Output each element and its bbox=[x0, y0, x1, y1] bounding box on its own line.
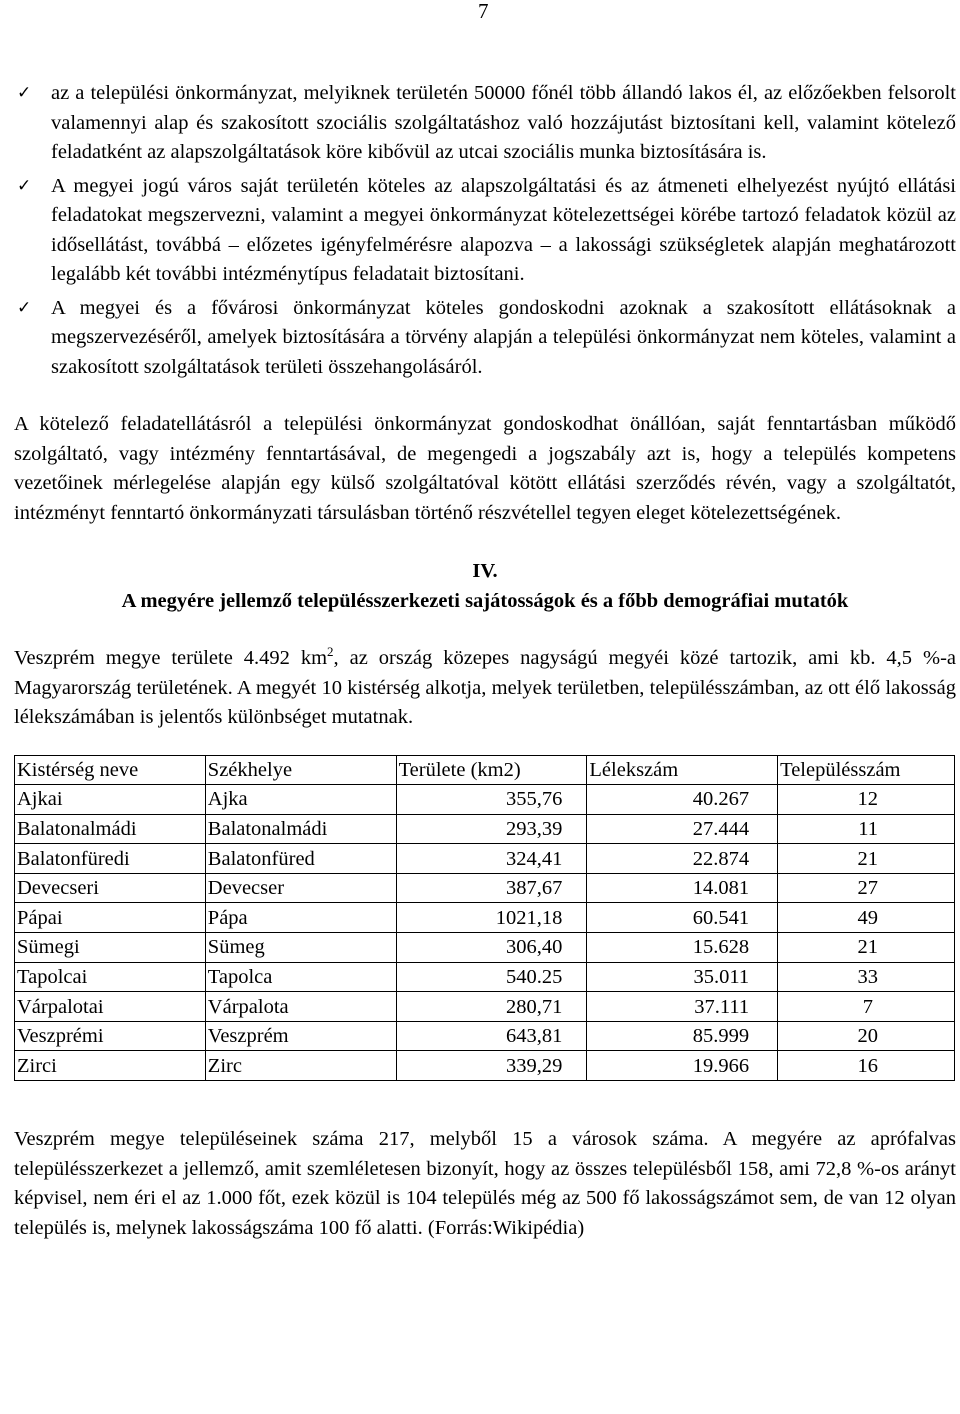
checkmark-icon: ✓ bbox=[17, 175, 32, 196]
table-cell: Sümeg bbox=[205, 933, 396, 963]
table-row bbox=[15, 844, 955, 874]
table-cell: Balatonalmádi bbox=[15, 814, 206, 844]
table-cell: 27 bbox=[778, 873, 955, 903]
table-cell: 35.011 bbox=[587, 962, 778, 992]
table-cell: Tapolca bbox=[205, 962, 396, 992]
checkmark-icon: ✓ bbox=[17, 83, 32, 103]
table-cell: Devecseri bbox=[15, 873, 206, 903]
table-cell: 15.628 bbox=[587, 933, 778, 963]
table-header: Kistérség neve bbox=[15, 755, 206, 785]
bullet-text: az a települési önkormányzat, melyiknek területén 50000 főnél több állandó lakos él, az előzőekben felsorolt valamennyi alap és szakosított szociális szolgáltatáshoz való hozzájutást biztosítani kell, valamint kötelező feladatként az alapszolgáltatások köre kibővül az utcai szociális munka biztosítására is. bbox=[51, 82, 956, 163]
table-row bbox=[15, 1021, 955, 1051]
table-row bbox=[15, 992, 955, 1022]
table-cell: 12 bbox=[778, 785, 955, 815]
data-table bbox=[14, 755, 955, 1082]
section-number: IV. bbox=[472, 560, 498, 582]
bullet-item bbox=[14, 172, 956, 290]
table-cell: Veszprém bbox=[205, 1021, 396, 1051]
table-cell: 339,29 bbox=[396, 1051, 587, 1081]
table-cell: 11 bbox=[778, 814, 955, 844]
bullet-item bbox=[14, 79, 956, 168]
table-cell: 40.267 bbox=[587, 785, 778, 815]
table-header: Településszám bbox=[778, 755, 955, 785]
table-cell: 49 bbox=[778, 903, 955, 933]
table-cell: 7 bbox=[778, 992, 955, 1022]
checkmark-icon: ✓ bbox=[17, 297, 32, 318]
table-cell: Zirc bbox=[205, 1051, 396, 1081]
table-row bbox=[15, 933, 955, 963]
table-cell: 355,76 bbox=[396, 785, 587, 815]
table-cell: 20 bbox=[778, 1021, 955, 1051]
table-cell: Pápa bbox=[205, 903, 396, 933]
table-cell: 60.541 bbox=[587, 903, 778, 933]
table-cell: 540.25 bbox=[396, 962, 587, 992]
superscript: 2 bbox=[327, 644, 334, 660]
bullet-text: A megyei jogú város saját területén köteles az alapszolgáltatási és az átmeneti elhelyezést nyújtó ellátási feladatokat megszervezni, valamint a megyei önkormányzat kötelezettségei körébe tartozó feladatok közül az idősellátást, továbbá – előzetes igényfelmérésre alapozva – a lakossági szükségletek alapján meghatározott legalább két további intézménytípus feladatait biztosítani. bbox=[51, 174, 956, 285]
table-cell: Veszprémi bbox=[15, 1021, 206, 1051]
table-cell: Ajka bbox=[205, 785, 396, 815]
table-cell: 387,67 bbox=[396, 873, 587, 903]
table-cell: Balatonfüredi bbox=[15, 844, 206, 874]
table-row bbox=[15, 1051, 955, 1081]
table-cell: 16 bbox=[778, 1051, 955, 1081]
table-cell: Sümegi bbox=[15, 933, 206, 963]
table-cell: Devecser bbox=[205, 873, 396, 903]
table-row bbox=[15, 814, 955, 844]
table-header: Területe (km2) bbox=[396, 755, 587, 785]
table-header: Lélekszám bbox=[587, 755, 778, 785]
table-cell: 22.874 bbox=[587, 844, 778, 874]
table-cell: 1021,18 bbox=[396, 903, 587, 933]
table-cell: 21 bbox=[778, 844, 955, 874]
table-cell: Várpalotai bbox=[15, 992, 206, 1022]
table-cell: 21 bbox=[778, 933, 955, 963]
paragraph bbox=[14, 644, 956, 733]
table-cell: 280,71 bbox=[396, 992, 587, 1022]
table-row bbox=[15, 903, 955, 933]
table-cell: Tapolcai bbox=[15, 962, 206, 992]
table-row bbox=[15, 962, 955, 992]
paragraph-text: Veszprém megye területe 4.492 km bbox=[14, 647, 328, 669]
paragraph: A kötelező feladatellátásról a települési önkormányzat gondoskodhat önállóan, saját fenntartásban működő szolgáltató, vagy intézmény fenntartásával, de megengedi a jogszabály azt is, hogy a település kompetens vezetőinek mérlegelése alapján egy külső szolgáltatóval kötött ellátási szerződés révén, vagy a szolgáltatót, intézményt fenntartó önkormányzati társulásban történő részvétellel tegyen eleget kötelezettségének. bbox=[14, 413, 956, 524]
table-cell: 324,41 bbox=[396, 844, 587, 874]
section-title: A megyére jellemző településszerkezeti sajátosságok és a főbb demográfiai mutatók bbox=[121, 589, 849, 612]
table-cell: Várpalota bbox=[205, 992, 396, 1022]
bullet-text: A megyei és a fővárosi önkormányzat köteles gondoskodni azoknak a szakosított ellátásoknak a megszervezéséről, amelyek biztosítására a törvény alapján a települési önkormányzat nem köteles, valamint a szakosított szolgáltatások területi összehangolásáról. bbox=[51, 296, 956, 378]
table-row bbox=[15, 873, 955, 903]
table-cell: Balatonalmádi bbox=[205, 814, 396, 844]
table-cell: Balatonfüred bbox=[205, 844, 396, 874]
paragraph: Veszprém megye településeinek száma 217, melyből 15 a városok száma. A megyére az aprófalvas településszerkezet a jellemző, amit szemléletesen bizonyít, hogy az összes településből 158, ami 72,8 %-os arányt képvisel, nem éri el az 1.000 főt, ezek közül is 104 település még az 500 fő lakosságszámot sem, de van 12 olyan település is, melynek lakosságszáma 100 fő alatti. (Forrás:Wikipédia) bbox=[14, 1128, 956, 1239]
table-cell: 33 bbox=[778, 962, 955, 992]
table-cell: 306,40 bbox=[396, 933, 587, 963]
table-row bbox=[15, 785, 955, 815]
page-number: 7 bbox=[478, 0, 489, 23]
paragraph-text: , az ország közepes nagyságú megyéi közé tartozik, ami kb. 4,5 %-a Magyarország területének. A megyét 10 kistérség alkotja, melyek területben, településszámban, az ott élő lakosság lélekszámában is jelentős különbséget mutatnak. bbox=[14, 647, 956, 728]
table-cell: 85.999 bbox=[587, 1021, 778, 1051]
document-body bbox=[14, 79, 956, 1243]
bullet-item bbox=[14, 294, 956, 383]
table-cell: Zirci bbox=[15, 1051, 206, 1081]
table-cell: 643,81 bbox=[396, 1021, 587, 1051]
table-cell: 37.111 bbox=[587, 992, 778, 1022]
table-cell: 14.081 bbox=[587, 873, 778, 903]
table-header: Székhelye bbox=[205, 755, 396, 785]
table-cell: Pápai bbox=[15, 903, 206, 933]
table-cell: 19.966 bbox=[587, 1051, 778, 1081]
table-cell: Ajkai bbox=[15, 785, 206, 815]
table-cell: 293,39 bbox=[396, 814, 587, 844]
table-header-row bbox=[15, 755, 955, 785]
table-cell: 27.444 bbox=[587, 814, 778, 844]
